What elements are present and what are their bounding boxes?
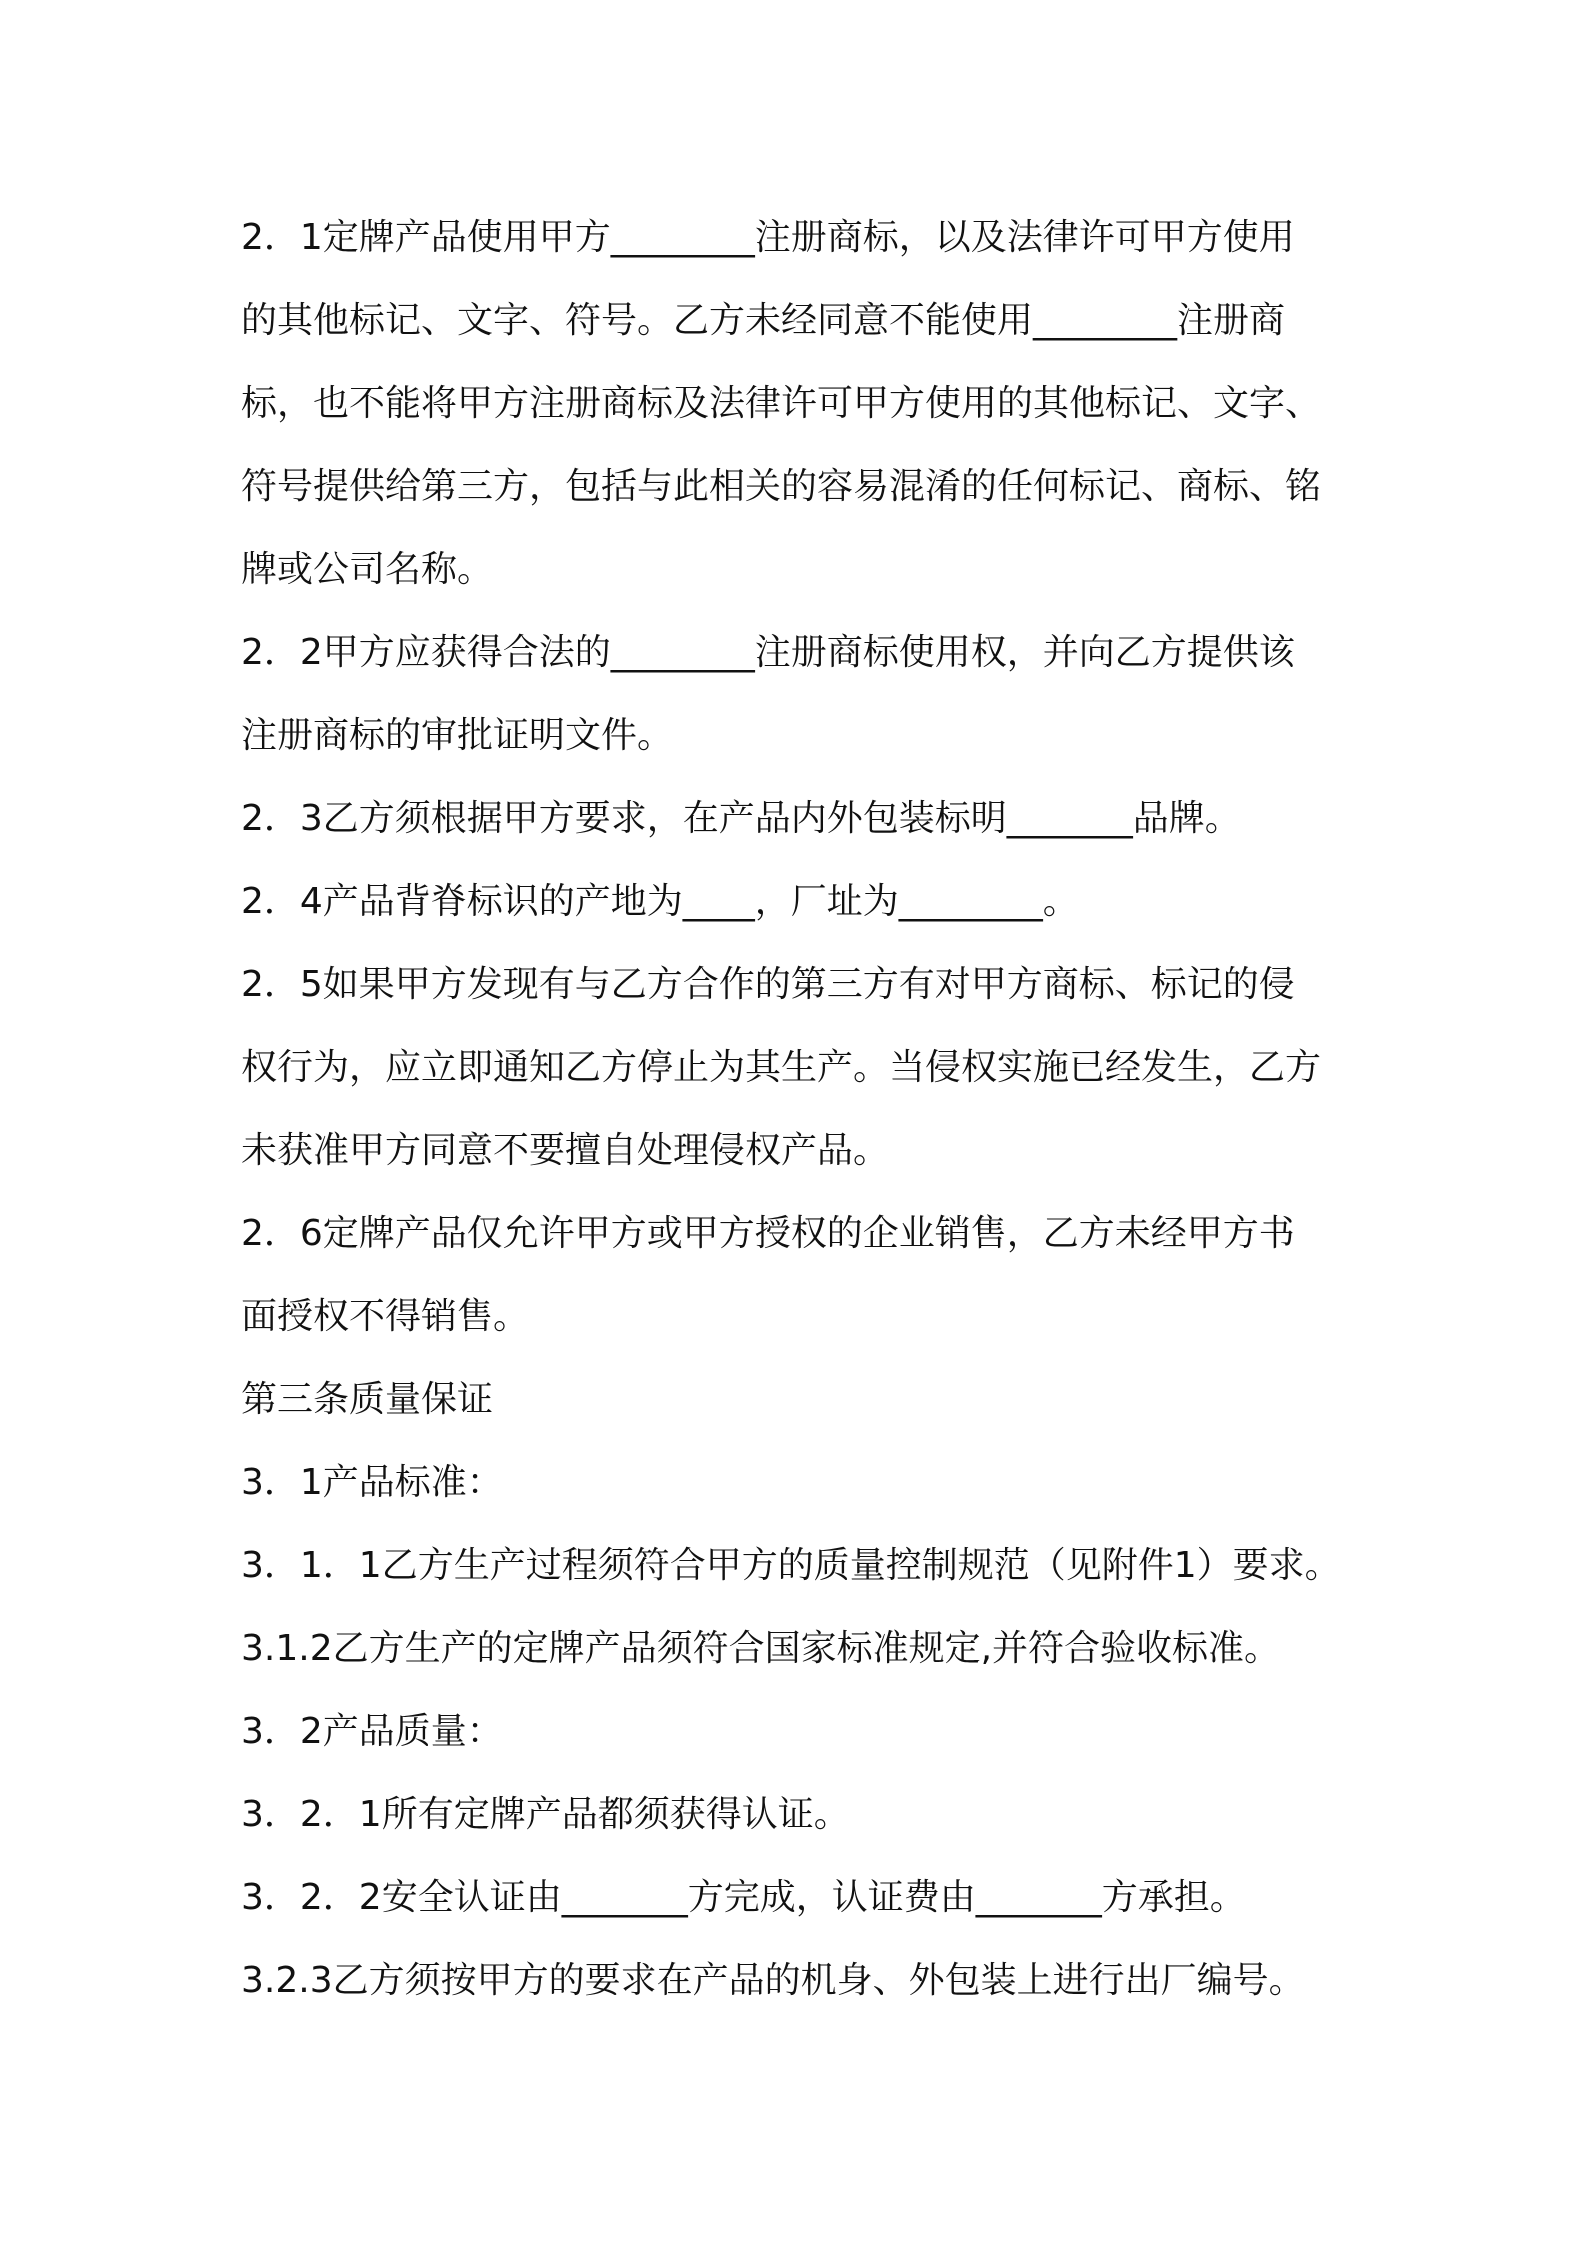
text-line: 3．1产品标准： xyxy=(241,1462,503,1503)
text-line: 2．1定牌产品使用甲方________注册商标，以及法律许可甲方使用 xyxy=(241,217,1295,258)
text-line: 2．2甲方应获得合法的________注册商标使用权，并向乙方提供该 xyxy=(241,632,1295,673)
text-line: 3．1．1乙方生产过程须符合甲方的质量控制规范（见附件1）要求。 xyxy=(241,1545,1341,1586)
section-heading: 第三条质量保证 xyxy=(241,1379,494,1420)
text-line: 注册商标的审批证明文件。 xyxy=(241,715,674,756)
text-line: 2．4产品背脊标识的产地为____，厂址为________。 xyxy=(241,881,1079,922)
text-line: 3．2．1所有定牌产品都须获得认证。 xyxy=(241,1794,850,1835)
text-line: 标，也不能将甲方注册商标及法律许可甲方使用的其他标记、文字、 xyxy=(241,383,1322,424)
text-line: 2．3乙方须根据甲方要求，在产品内外包装标明_______品牌。 xyxy=(241,798,1241,839)
text-line: 面授权不得销售。 xyxy=(241,1296,530,1337)
text-line: 2．6定牌产品仅允许甲方或甲方授权的企业销售，乙方未经甲方书 xyxy=(241,1213,1295,1254)
text-line: 权行为，应立即通知乙方停止为其生产。当侵权实施已经发生，乙方 xyxy=(241,1047,1322,1088)
text-line: 未获准甲方同意不要擅自处理侵权产品。 xyxy=(241,1130,890,1171)
text-line: 3.2.3乙方须按甲方的要求在产品的机身、外包装上进行出厂编号。 xyxy=(241,1960,1305,2001)
text-line: 2．5如果甲方发现有与乙方合作的第三方有对甲方商标、标记的侵 xyxy=(241,964,1295,1005)
text-line: 3.1.2乙方生产的定牌产品须符合国家标准规定,并符合验收标准。 xyxy=(241,1628,1281,1669)
text-line: 符号提供给第三方，包括与此相关的容易混淆的任何标记、商标、铭 xyxy=(241,466,1322,507)
document-body xyxy=(241,196,1351,2022)
text-line: 3．2．2安全认证由_______方完成，认证费由_______方承担。 xyxy=(241,1877,1246,1918)
text-line: 的其他标记、文字、符号。乙方未经同意不能使用________注册商 xyxy=(241,300,1286,341)
text-line: 3．2产品质量： xyxy=(241,1711,503,1752)
text-line: 牌或公司名称。 xyxy=(241,549,494,590)
